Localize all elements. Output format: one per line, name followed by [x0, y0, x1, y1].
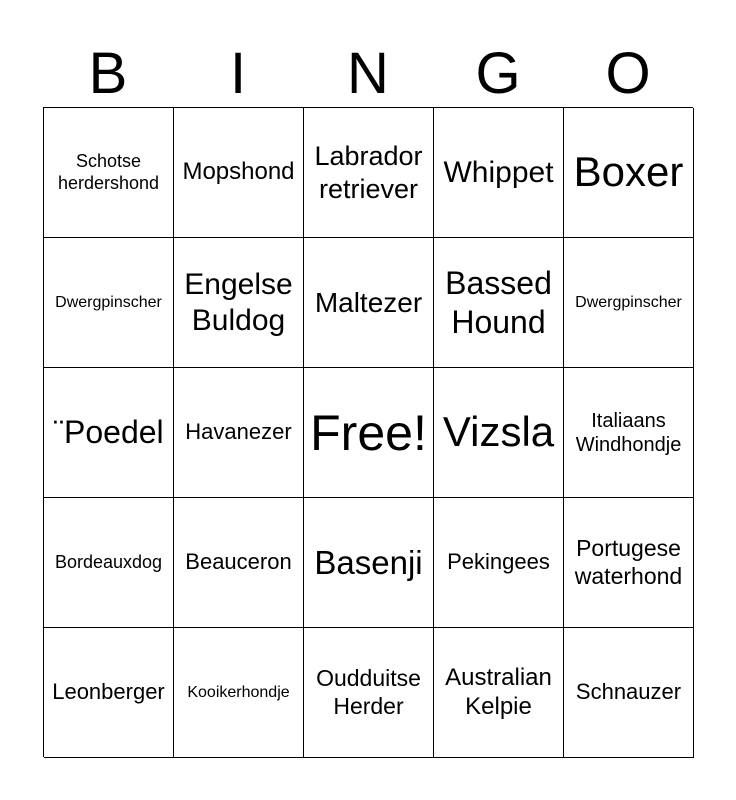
header-letter-i: I	[229, 41, 247, 106]
bingo-cell-label: Leonberger	[52, 679, 165, 705]
bingo-cell-label: Free!	[310, 404, 427, 461]
header-letter-n: N	[347, 41, 389, 106]
bingo-cell-r5c5[interactable]	[564, 628, 694, 758]
bingo-cell-r4c3[interactable]	[304, 498, 434, 628]
bingo-cell-label: Italiaans Windhondje	[575, 409, 682, 456]
bingo-cell-r2c3[interactable]	[304, 238, 434, 368]
bingo-cell-label: Beauceron	[185, 549, 292, 575]
bingo-cell-label: Dwergpinscher	[55, 293, 162, 311]
bingo-cell-label: ¨Poedel	[53, 414, 164, 451]
bingo-cell-label: Boxer	[573, 148, 684, 196]
bingo-cell-label: Schnauzer	[575, 679, 682, 705]
bingo-cell-r3c1[interactable]	[44, 368, 174, 498]
bingo-cell-r3c5[interactable]	[564, 368, 694, 498]
bingo-header	[43, 40, 693, 108]
bingo-cell-r5c3[interactable]	[304, 628, 434, 758]
bingo-cell-r1c5[interactable]	[564, 108, 694, 238]
header-letter-o: O	[605, 41, 651, 106]
bingo-cell-label: Maltezer	[314, 286, 423, 318]
bingo-cell-label: Havanezer	[185, 419, 292, 445]
bingo-cell-label: Schotse herdershond	[57, 150, 160, 193]
bingo-cell-label: Engelse Buldog	[184, 267, 293, 337]
bingo-cell-label: Bassed Hound	[445, 265, 552, 340]
bingo-cell-r5c1[interactable]	[44, 628, 174, 758]
bingo-cell-label: Bordeauxdog	[54, 551, 163, 572]
bingo-cell-r2c2[interactable]	[174, 238, 304, 368]
bingo-cell-r1c2[interactable]	[174, 108, 304, 238]
bingo-cell-r4c4[interactable]	[434, 498, 564, 628]
bingo-cell-r1c4[interactable]	[434, 108, 564, 238]
bingo-cell-label: Basenji	[314, 543, 423, 581]
bingo-cell-label: Labrador retriever	[314, 141, 423, 204]
bingo-cell-label: Whippet	[443, 155, 554, 189]
bingo-cell-label: Kooikerhondje	[187, 683, 290, 701]
header-letter-b: B	[88, 41, 128, 106]
bingo-card-grid	[43, 107, 693, 757]
bingo-cell-r1c1[interactable]	[44, 108, 174, 238]
bingo-cell-r4c1[interactable]	[44, 498, 174, 628]
bingo-cell-r3c4[interactable]	[434, 368, 564, 498]
bingo-cell-r1c3[interactable]	[304, 108, 434, 238]
bingo-cell-r5c4[interactable]	[434, 628, 564, 758]
bingo-cell-label: Vizsla	[442, 408, 555, 456]
bingo-cell-label: Pekingees	[447, 549, 550, 575]
bingo-cell-label: Dwergpinscher	[575, 293, 682, 311]
bingo-cell-r5c2[interactable]	[174, 628, 304, 758]
bingo-cell-label: Portugese waterhond	[574, 534, 683, 589]
bingo-cell-r2c4[interactable]	[434, 238, 564, 368]
bingo-cell-r4c5[interactable]	[564, 498, 694, 628]
bingo-cell-r2c5[interactable]	[564, 238, 694, 368]
bingo-cell-r4c2[interactable]	[174, 498, 304, 628]
header-letter-g: G	[475, 41, 521, 106]
bingo-cell-label: Oudduitse Herder	[316, 664, 421, 719]
bingo-cell-label: Mopshond	[182, 158, 295, 186]
bingo-cell-r2c1[interactable]	[44, 238, 174, 368]
bingo-cell-label: Australian Kelpie	[445, 663, 552, 720]
bingo-cell-r3c2[interactable]	[174, 368, 304, 498]
bingo-free-space[interactable]	[304, 368, 434, 498]
